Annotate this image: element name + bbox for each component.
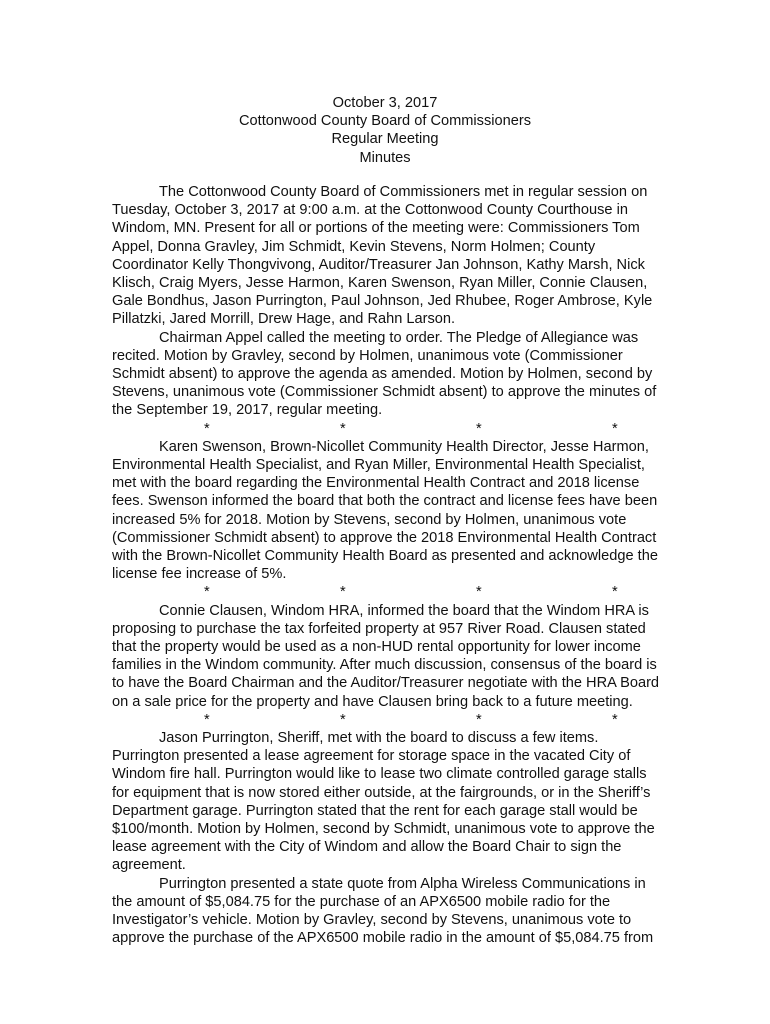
separator-star: *	[340, 420, 346, 437]
paragraph-attendance: The Cottonwood County Board of Commissioners met in regular session on Tuesday, October 3, 2017 at 9:00 a.m. at the Cottonwood County Courthouse in Windom, MN. Present for all or portions of the meeting were: Commissioners Tom Appel, Donna Gravley, Jim Schmidt, Kevin Stevens, Norm Holmen; County Coordinator Kelly Thongvivong, Auditor/Treasurer Jan Johnson, Kathy Marsh, Nick Klisch, Craig Myers, Jesse Harmon, Karen Swenson, Ryan Miller, Connie Clausen, Gale Bondhus, Jason Purrington, Paul Johnson, Jed Rhubee, Roger Ambrose, Kyle Pillatzki, Jared Morrill, Drew Hage, and Rahn Larson.	[112, 184, 653, 328]
document-type: Minutes	[359, 149, 411, 166]
separator-star: *	[204, 420, 210, 437]
section-separator	[112, 711, 660, 729]
separator-star: *	[476, 711, 482, 728]
board-name: Cottonwood County Board of Commissioners	[238, 113, 531, 130]
separator-star: *	[340, 584, 346, 601]
meeting-date: October 3, 2017	[332, 95, 438, 111]
separator-star: *	[612, 711, 618, 728]
paragraph-sheriff-lease: Jason Purrington, Sheriff, met with the board to discuss a few items. Purrington presented a lease agreement for storage space in the vacated City of Windom fire hall. Purrington would like to lease two climate controlled garage stalls for equipment that is now stored either outside, at the fairgrounds, or in the Sheriff’s Department garage. Purrington stated that the rent for each garage stall would be $100/month. Motion by Holmen, second by Schmidt, unanimous vote to approve the lease agreement with the City of Windom and allow the Board Chair to sign the agreement.	[112, 730, 655, 874]
separator-star: *	[612, 420, 618, 437]
separator-star: *	[476, 420, 482, 437]
section-separator	[112, 583, 660, 601]
section-separator	[112, 420, 660, 438]
separator-star: *	[612, 584, 618, 601]
separator-star: *	[204, 711, 210, 728]
paragraph-windom-hra: Connie Clausen, Windom HRA, informed the board that the Windom HRA is proposing to purchase the tax forfeited property at 957 River Road. Clausen stated that the property would be used as a non-HUD rental opportunity for lower income families in the Windom community. After much discussion, consensus of the board is to have the Board Chairman and the Auditor/Treasurer negotiate with the HRA Board on a sale price for the property and have Clausen bring back to a future meeting.	[112, 602, 660, 710]
document-header	[112, 94, 658, 167]
separator-star: *	[476, 584, 482, 601]
meeting-type: Regular Meeting	[331, 131, 439, 148]
separator-star: *	[340, 711, 346, 728]
paragraph-call-to-order: Chairman Appel called the meeting to order. The Pledge of Allegiance was recited. Motion by Gravley, second by Holmen, unanimous vote (Commissioner Schmidt absent) to approve the agenda as amended. Motion by Holmen, second by Stevens, unanimous vote (Commissioner Schmidt absent) to approve the minutes of the September 19, 2017, regular meeting.	[112, 329, 657, 419]
paragraph-sheriff-radio: Purrington presented a state quote from Alpha Wireless Communications in the amount of $5,084.75 for the purchase of an APX6500 mobile radio for the Investigator’s vehicle. Motion by Gravley, second by Stevens, unanimous vote to approve the purchase of the APX6500 mobile radio in the amount of $5,084.75 from	[112, 875, 654, 947]
separator-star: *	[204, 584, 210, 601]
document-body	[112, 183, 660, 947]
paragraph-environmental-health: Karen Swenson, Brown-Nicollet Community Health Director, Jesse Harmon, Environmental Health Specialist, and Ryan Miller, Environmental Health Specialist, met with the board regarding the Environmental Health Contract and 2018 license fees. Swenson informed the board that both the contract and license fees have been increased 5% for 2018. Motion by Stevens, second by Holmen, unanimous vote (Commissioner Schmidt absent) to approve the 2018 Environmental Health Contract with the Brown-Nicollet Community Health Board as presented and acknowledge the license fee increase of 5%.	[112, 438, 658, 583]
